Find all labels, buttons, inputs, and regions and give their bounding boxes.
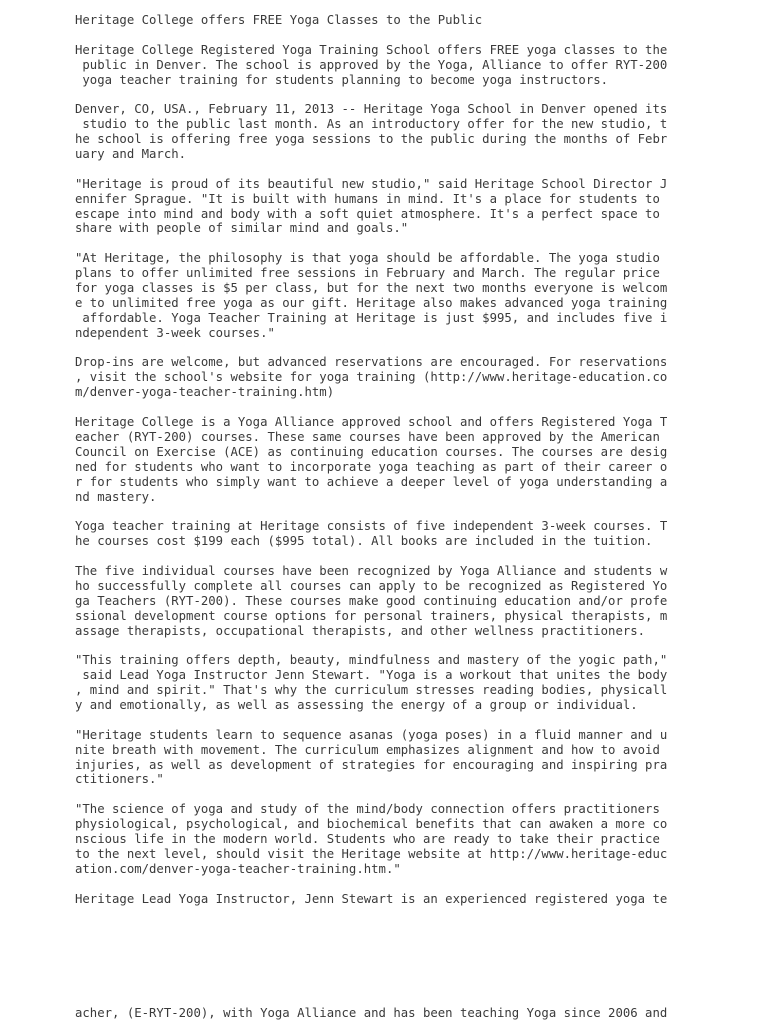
paragraph-line: physiological, psychological, and biochemical benefits that can awaken a more co: [75, 817, 668, 832]
paragraph-line: ennifer Sprague. "It is built with humans in mind. It's a place for students to: [75, 191, 660, 206]
paragraph-line: he courses cost $199 each ($995 total). All books are included in the tuition.: [75, 534, 653, 549]
paragraph-line: Heritage College Registered Yoga Training School offers FREE yoga classes to the: [75, 42, 668, 57]
paragraph-line: , mind and spirit." That's why the curriculum stresses reading bodies, physicall: [75, 683, 668, 698]
paragraph-line: nscious life in the modern world. Students who are ready to take their practice: [75, 831, 660, 846]
paragraph-line: for yoga classes is $5 per class, but for the next two months everyone is welcom: [75, 281, 668, 296]
spacer: [75, 787, 675, 802]
paragraph-line: nite breath with movement. The curriculum emphasizes alignment and how to avoid: [75, 742, 660, 757]
paragraph-line: r for students who simply want to achieve a deeper level of yoga understanding a: [75, 474, 668, 489]
paragraph: [75, 177, 675, 237]
paragraph: [75, 43, 675, 88]
paragraph: [75, 519, 675, 549]
spacer: [75, 236, 675, 251]
paragraph: [75, 892, 675, 907]
paragraph-line: ssional development course options for personal trainers, physical therapists, m: [75, 608, 668, 623]
paragraph-line: m/denver-yoga-teacher-training.htm): [75, 385, 335, 400]
spacer: [75, 638, 675, 653]
paragraph: [75, 102, 675, 162]
paragraph-line: Heritage Lead Yoga Instructor, Jenn Stewart is an experienced registered yoga te: [75, 891, 668, 906]
paragraph-line: nd mastery.: [75, 489, 157, 504]
paragraph-line: "The science of yoga and study of the mind/body connection offers practitioners: [75, 802, 660, 817]
paragraph: [75, 802, 675, 876]
document-title: Heritage College offers FREE Yoga Classes to the Public: [75, 13, 483, 27]
paragraph-line: eacher (RYT-200) courses. These same courses have been approved by the American: [75, 429, 660, 444]
paragraph-line: Council on Exercise (ACE) as continuing education courses. The courses are desig: [75, 444, 668, 459]
paragraph-line: to the next level, should visit the Heritage website at http://www.heritage-educ: [75, 846, 668, 861]
paragraph-line: Yoga teacher training at Heritage consists of five independent 3-week courses. T: [75, 519, 668, 534]
spacer: [75, 400, 675, 415]
spacer: [75, 713, 675, 728]
paragraph-line: ned for students who want to incorporate yoga teaching as part of their career o: [75, 459, 668, 474]
paragraph-line: "Heritage is proud of its beautiful new studio," said Heritage School Director J: [75, 176, 668, 191]
spacer: [75, 28, 675, 43]
paragraph-line: Denver, CO, USA., February 11, 2013 -- Heritage Yoga School in Denver opened its: [75, 102, 668, 117]
spacer: [75, 341, 675, 356]
paragraph-line: , visit the school's website for yoga training (http://www.heritage-education.co: [75, 370, 668, 385]
paragraph: [75, 415, 675, 504]
paragraph-line: public in Denver. The school is approved by the Yoga, Alliance to offer RYT-200: [75, 57, 668, 72]
paragraph-line: ga Teachers (RYT-200). These courses make good continuing education and/or profe: [75, 593, 668, 608]
paragraph-line: ndependent 3-week courses.": [75, 325, 275, 340]
document-body: [75, 13, 675, 906]
paragraph-line: said Lead Yoga Instructor Jenn Stewart. "Yoga is a workout that unites the body: [75, 668, 668, 683]
paragraph: [75, 251, 675, 340]
paragraph-line: "At Heritage, the philosophy is that yoga should be affordable. The yoga studio: [75, 251, 660, 266]
paragraph-line: studio to the public last month. As an introductory offer for the new studio, t: [75, 117, 668, 132]
paragraph-line: injuries, as well as development of strategies for encouraging and inspiring pra: [75, 757, 668, 772]
paragraph-line: e to unlimited free yoga as our gift. Heritage also makes advanced yoga training: [75, 295, 668, 310]
paragraph-line: ctitioners.": [75, 772, 164, 787]
page-continuation-line: acher, (E-RYT-200), with Yoga Alliance and has been teaching Yoga since 2006 and: [75, 1006, 668, 1020]
spacer: [75, 549, 675, 564]
paragraph-line: The five individual courses have been recognized by Yoga Alliance and students w: [75, 563, 668, 578]
paragraph-line: he school is offering free yoga sessions to the public during the months of Febr: [75, 132, 668, 147]
spacer: [75, 162, 675, 177]
paragraph-line: share with people of similar mind and goals.": [75, 221, 409, 236]
paragraph-line: y and emotionally, as well as assessing the energy of a group or individual.: [75, 697, 638, 712]
paragraph-line: "This training offers depth, beauty, mindfulness and mastery of the yogic path,": [75, 653, 668, 668]
paragraph-line: Heritage College is a Yoga Alliance approved school and offers Registered Yoga T: [75, 415, 668, 430]
paragraph-line: affordable. Yoga Teacher Training at Heritage is just $995, and includes five i: [75, 310, 668, 325]
paragraph-line: escape into mind and body with a soft quiet atmosphere. It's a perfect space to: [75, 206, 660, 221]
paragraph-line: plans to offer unlimited free sessions in February and March. The regular price: [75, 266, 660, 281]
paragraph-line: uary and March.: [75, 147, 187, 162]
spacer: [75, 87, 675, 102]
paragraph-line: "Heritage students learn to sequence asanas (yoga poses) in a fluid manner and u: [75, 727, 668, 742]
paragraph-line: ho successfully complete all courses can apply to be recognized as Registered Yo: [75, 578, 668, 593]
spacer: [75, 504, 675, 519]
paragraph: [75, 653, 675, 713]
paragraph-line: assage therapists, occupational therapists, and other wellness practitioners.: [75, 623, 646, 638]
paragraph: [75, 355, 675, 400]
paragraphs-container: [75, 43, 675, 907]
spacer: [75, 877, 675, 892]
paragraph: [75, 728, 675, 788]
paragraph-line: Drop-ins are welcome, but advanced reservations are encouraged. For reservations: [75, 355, 668, 370]
paragraph-line: yoga teacher training for students planning to become yoga instructors.: [75, 72, 609, 87]
paragraph: [75, 564, 675, 638]
paragraph-line: ation.com/denver-yoga-teacher-training.htm.": [75, 861, 401, 876]
